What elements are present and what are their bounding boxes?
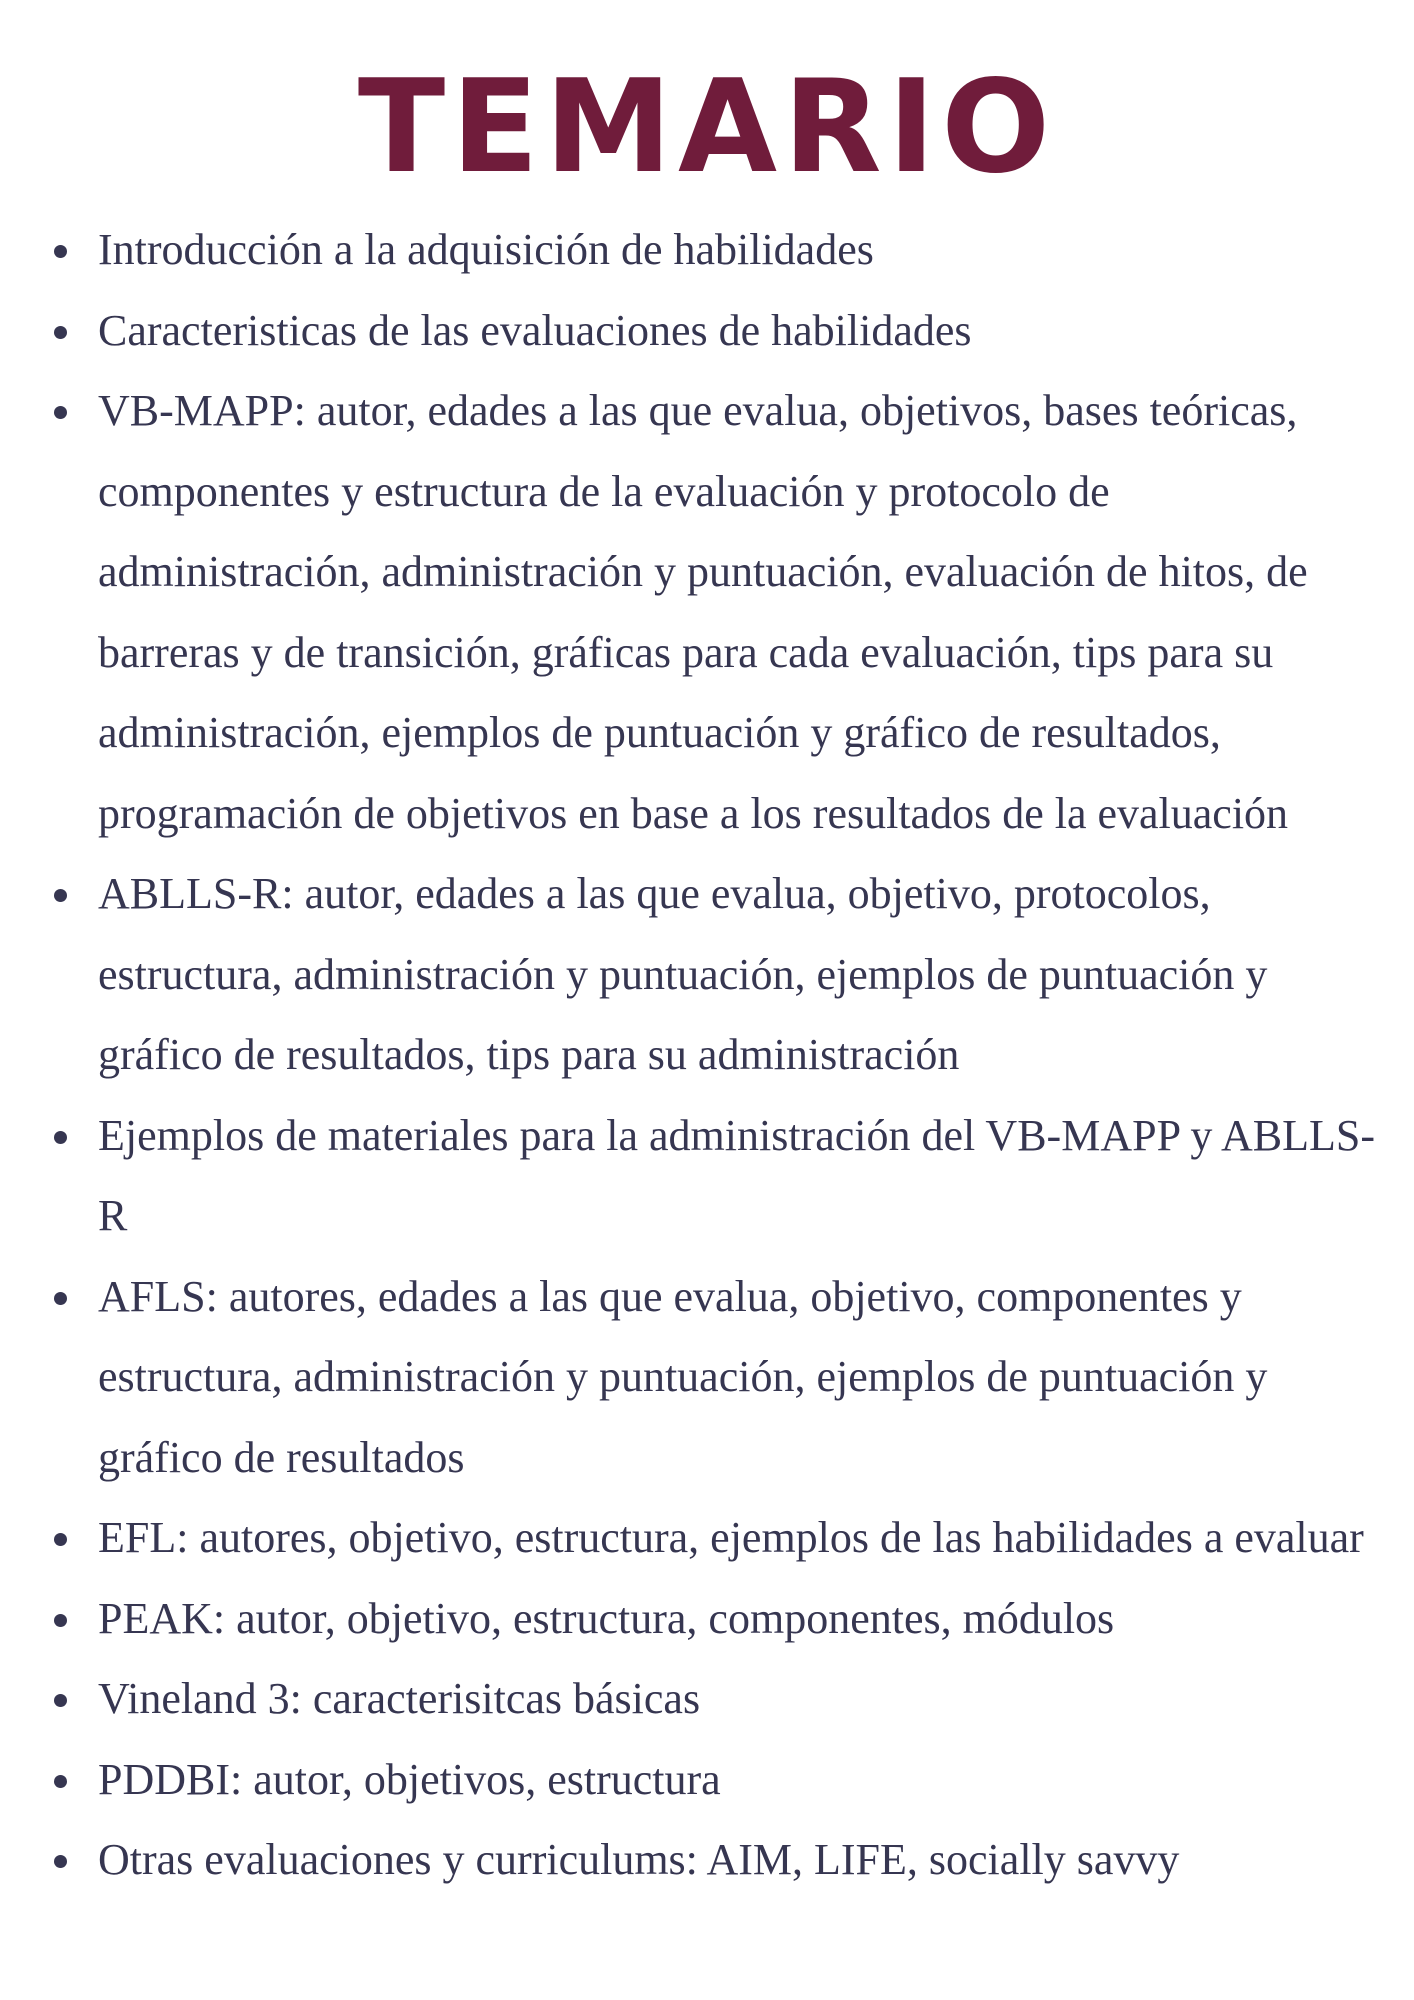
bullet-icon <box>54 1131 67 1144</box>
topic-list <box>50 210 1384 1901</box>
list-item-text: ABLLS-R: autor, edades a las que evalua, objetivo, protocolos, estructura, administración y puntuación, ejemplos de puntuación y gráfico de resultados, tips para su administración <box>98 869 1268 1079</box>
bullet-icon <box>54 1614 67 1627</box>
bullet-icon <box>54 1694 67 1707</box>
list-item-text: Introducción a la adquisición de habilidades <box>98 225 874 274</box>
bullet-icon <box>54 1855 67 1868</box>
list-item-text: Caracteristicas de las evaluaciones de habilidades <box>98 305 972 355</box>
list-item <box>50 1498 1384 1579</box>
list-item <box>50 1257 1384 1499</box>
list-item <box>50 854 1384 1096</box>
list-item-text: Ejemplos de materiales para la administración del VB-MAPP y ABLLS-R <box>98 1110 1375 1240</box>
list-item-text: Vineland 3: caracterisitcas básicas <box>98 1674 701 1723</box>
bullet-icon <box>54 1775 67 1788</box>
bullet-icon <box>54 889 67 902</box>
list-item-text: PEAK: autor, objetivo, estructura, componentes, módulos <box>98 1593 1115 1643</box>
bullet-icon <box>54 406 67 419</box>
list-item-text: EFL: autores, objetivo, estructura, ejemplos de las habilidades a evaluar <box>98 1513 1364 1562</box>
list-item <box>50 210 1384 291</box>
list-item-text: Otras evaluaciones y curriculums: AIM, LIFE, socially savvy <box>98 1835 1180 1884</box>
list-item <box>50 1740 1384 1821</box>
list-item <box>50 291 1384 372</box>
list-item-text: VB-MAPP: autor, edades a las que evalua, objetivos, bases teóricas, componentes y estructura de la evaluación y protocolo de administración, administración y puntuación, evaluación de hitos, de barreras y de transición, gráficas para cada evaluación, tips para su administración, ejemplos de puntuación y gráfico de resultados, programación de objetivos en base a los resultados de la evaluación <box>98 386 1308 838</box>
list-item <box>50 1096 1384 1257</box>
list-item-text: PDDBI: autor, objetivos, estructura <box>98 1754 721 1804</box>
list-item <box>50 1659 1384 1740</box>
list-item-text: AFLS: autores, edades a las que evalua, objetivo, componentes y estructura, administración y puntuación, ejemplos de puntuación y gráfico de resultados <box>98 1271 1268 1482</box>
bullet-icon <box>54 1533 67 1546</box>
list-item <box>50 1579 1384 1660</box>
bullet-icon <box>54 326 67 339</box>
page-title: TEMARIO <box>357 53 1057 202</box>
list-item <box>50 371 1384 854</box>
list-item <box>50 1820 1384 1901</box>
bullet-icon <box>54 245 67 258</box>
bullet-icon <box>54 1292 67 1305</box>
